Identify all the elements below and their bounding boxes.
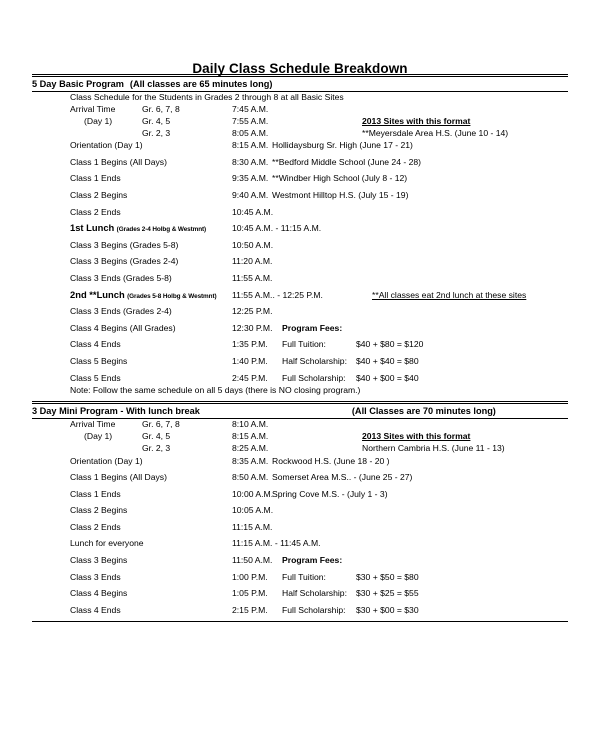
row-label: Class 1 Ends <box>70 488 121 499</box>
row-time: 10:05 A.M. <box>232 505 274 516</box>
row-label: Class 5 Ends <box>70 372 121 383</box>
row-label: Arrival Time <box>70 418 116 429</box>
site-item: Northern Cambria H.S. (June 11 - 13) <box>362 443 505 454</box>
row-label: Class 3 Ends <box>70 571 121 582</box>
table-row <box>32 456 568 473</box>
site-item: Spring Cove M.S. - (July 1 - 3) <box>272 488 388 499</box>
fee-name: Full Tuition: <box>282 571 326 582</box>
row-label: Class 1 Begins (All Days) <box>70 156 167 167</box>
row-label: Class 3 Begins (Grades 5-8) <box>70 239 179 250</box>
row-label: Class 5 Begins <box>70 355 128 366</box>
site-item: **Bedford Middle School (June 24 - 28) <box>272 156 422 167</box>
site-item: Westmont Hilltop H.S. (July 15 - 19) <box>272 190 409 201</box>
row-time: 7:45 A.M. <box>232 103 269 114</box>
table-row <box>32 505 568 522</box>
table-row <box>32 443 568 455</box>
row-time: 1:00 P.M. <box>232 571 268 582</box>
section-note-five-day: (All classes are 65 minutes long) <box>129 78 273 89</box>
lunch-label: 1st Lunch <box>70 222 115 234</box>
row-label: Class 2 Ends <box>70 206 121 217</box>
row-time: 10:00 A.M. <box>232 488 274 499</box>
row-label: Class 3 Begins (Grades 2-4) <box>70 256 179 267</box>
row-time: 10:45 A.M. - 11:15 A.M. <box>232 223 322 234</box>
table-row <box>32 116 568 128</box>
table-row <box>32 207 568 224</box>
table-row <box>32 572 568 589</box>
row-time: 8:35 A.M. <box>232 455 269 466</box>
row-label: Class 1 Begins (All Days) <box>70 472 167 483</box>
row-label: Class 4 Ends <box>70 339 121 350</box>
row-time: 12:30 P.M. <box>232 322 273 333</box>
table-row <box>32 173 568 190</box>
fee-amount: $40 + $00 = $40 <box>356 372 419 383</box>
table-row <box>32 588 568 605</box>
table-row <box>32 605 568 622</box>
intro-row <box>32 92 568 104</box>
table-row <box>32 190 568 207</box>
table-row <box>32 273 568 290</box>
row-label: Class 1 Ends <box>70 173 121 184</box>
fee-name: Half Scholarship: <box>282 355 347 366</box>
lunch-note-five-day: **All classes eat 2nd lunch at these sites <box>372 289 527 300</box>
fee-row <box>272 356 568 366</box>
table-row <box>32 472 568 489</box>
footer-note-row-five-day <box>32 385 568 397</box>
row-time: 8:15 A.M. <box>232 431 269 442</box>
table-row-lunch-everyone <box>32 538 568 555</box>
section-note-three-day: (All Classes are 70 minutes long) <box>351 405 496 416</box>
row-grade: Gr. 6, 7, 8 <box>142 103 180 114</box>
row-time: 1:35 P.M. <box>232 339 268 350</box>
row-time: 8:15 A.M. <box>232 140 269 151</box>
row-label: Orientation (Day 1) <box>70 455 143 466</box>
row-grade: Gr. 6, 7, 8 <box>142 418 180 429</box>
row-time: 11:50 A.M. <box>232 555 273 566</box>
row-time: 11:55 A.M.. - 12:25 P.M. <box>232 289 323 300</box>
table-row <box>32 373 568 385</box>
schedule-table-three-day <box>32 419 568 622</box>
table-row <box>32 555 568 572</box>
fee-amount: $30 + $00 = $30 <box>356 604 419 615</box>
row-label: Class 4 Ends <box>70 604 121 615</box>
lunch-label: 2nd **Lunch <box>70 288 125 300</box>
site-item: **Meyersdale Area H.S. (June 10 - 14) <box>362 128 509 139</box>
table-row-lunch-first <box>32 223 568 240</box>
row-time: 8:10 A.M. <box>232 418 269 429</box>
row-time: 8:05 A.M. <box>232 128 269 139</box>
row-time: 1:05 P.M. <box>232 588 268 599</box>
row-label: Class 3 Ends (Grades 2-4) <box>70 306 172 317</box>
row-time: 2:45 P.M. <box>232 372 268 383</box>
row-time: 10:50 A.M. <box>232 239 274 250</box>
fee-row <box>272 373 568 383</box>
row-grade: Gr. 4, 5 <box>142 115 171 126</box>
fee-name: Full Scholarship: <box>282 604 346 615</box>
site-item: Hollidaysburg Sr. High (June 17 - 21) <box>272 140 413 151</box>
row-label: Class 3 Begins <box>70 555 128 566</box>
row-time: 11:55 A.M. <box>232 273 273 283</box>
fee-name: Full Tuition: <box>282 339 326 350</box>
row-label: Class 4 Begins (All Grades) <box>70 322 176 333</box>
lunch-caption: (Grades 5-8 Holbg & Westmnt) <box>127 292 217 300</box>
row-label: Lunch for everyone <box>70 538 144 549</box>
table-row <box>32 104 568 116</box>
row-time: 11:15 A.M. - 11:45 A.M. <box>232 538 321 549</box>
row-label: Class 2 Begins <box>70 190 128 201</box>
row-grade: Gr. 2, 3 <box>142 443 171 454</box>
row-time: 8:30 A.M. <box>232 156 269 167</box>
table-row <box>32 356 568 373</box>
row-label: Class 2 Ends <box>70 521 121 532</box>
row-time: 10:45 A.M. <box>232 206 274 217</box>
site-item: **Windber High School (July 8 - 12) <box>272 173 408 184</box>
fee-amount: $30 + $50 = $80 <box>356 571 419 582</box>
row-label: (Day 1) <box>84 115 113 126</box>
row-time: 11:20 A.M. <box>232 256 273 267</box>
row-grade: Gr. 2, 3 <box>142 128 171 139</box>
fee-row <box>272 339 568 349</box>
fee-row <box>272 572 568 582</box>
table-row <box>32 522 568 539</box>
site-item: Rockwood H.S. (June 18 - 20 ) <box>272 455 390 466</box>
fee-amount: $40 + $40 = $80 <box>356 355 419 366</box>
row-time: 2:15 P.M. <box>232 604 268 615</box>
table-row-lunch-second <box>32 290 568 307</box>
row-time: 12:25 P.M. <box>232 306 273 317</box>
row-time: 7:55 A.M. <box>232 115 269 126</box>
row-label: Class 4 Begins <box>70 588 128 599</box>
fee-amount: $30 + $25 = $55 <box>356 588 419 599</box>
footer-note-five-day: Note: Follow the same schedule on all 5 days (there is NO closing program.) <box>70 384 361 395</box>
section-title-five-day: 5 Day Basic Program <box>32 78 124 89</box>
fee-amount: $40 + $80 = $120 <box>356 339 424 350</box>
table-row <box>32 140 568 157</box>
row-time: 9:35 A.M. <box>232 173 269 184</box>
fee-row <box>272 605 568 615</box>
table-row <box>32 431 568 443</box>
table-row <box>32 306 568 323</box>
table-row <box>32 128 568 140</box>
row-time: 9:40 A.M. <box>232 190 269 201</box>
row-label: Orientation (Day 1) <box>70 140 143 151</box>
fee-name: Half Scholarship: <box>282 588 347 599</box>
table-row <box>32 419 568 431</box>
fees-heading-five-day: Program Fees: <box>282 322 343 333</box>
lunch-caption: (Grades 2-4 Holbg & Westmnt) <box>116 226 207 234</box>
row-time: 8:25 A.M. <box>232 443 269 454</box>
intro-text: Class Schedule for the Students in Grades 2 through 8 at all Basic Sites <box>70 91 344 102</box>
page-title: Daily Class Schedule Breakdown <box>192 61 408 76</box>
document-bottom-rule <box>32 621 568 622</box>
table-row <box>32 489 568 506</box>
row-label: Class 3 Ends (Grades 5-8) <box>70 273 172 283</box>
row-time: 11:15 A.M. <box>232 521 273 532</box>
table-row <box>32 339 568 356</box>
row-label: Arrival Time <box>70 103 116 114</box>
row-label: Class 2 Begins <box>70 505 128 516</box>
row-label: (Day 1) <box>84 431 113 442</box>
sites-heading-three-day: 2013 Sites with this format <box>362 431 471 442</box>
section-title-three-day: 3 Day Mini Program - With lunch break <box>32 405 200 416</box>
row-time: 8:50 A.M. <box>232 472 269 483</box>
table-row <box>32 256 568 273</box>
table-row <box>32 323 568 340</box>
fees-heading-three-day: Program Fees: <box>282 555 343 566</box>
table-row <box>32 240 568 257</box>
site-item: Somerset Area M.S.. - (June 25 - 27) <box>272 472 413 483</box>
fee-name: Full Scholarship: <box>282 372 346 383</box>
fee-row <box>272 588 568 598</box>
table-row <box>32 157 568 174</box>
row-time: 1:40 P.M. <box>232 355 268 366</box>
row-grade: Gr. 4, 5 <box>142 431 171 442</box>
section-header-three-day <box>32 403 568 418</box>
sites-heading-five-day: 2013 Sites with this format <box>362 115 471 126</box>
schedule-table-five-day <box>32 92 568 397</box>
section-header-five-day <box>32 76 568 91</box>
